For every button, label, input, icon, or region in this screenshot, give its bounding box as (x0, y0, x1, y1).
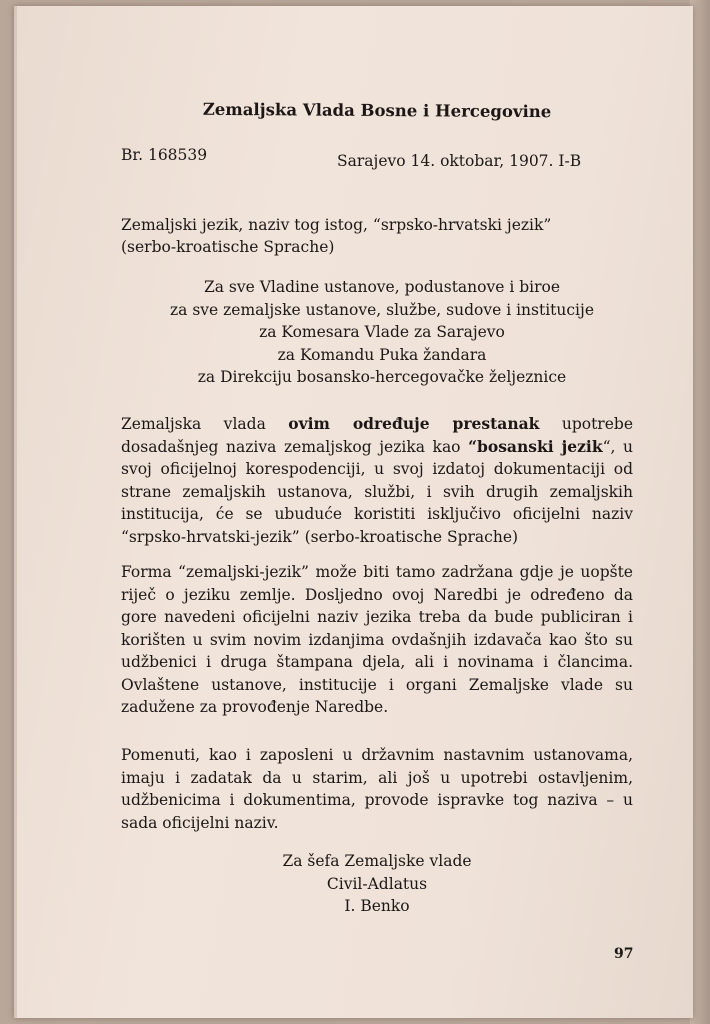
paragraph-decree (121, 413, 633, 548)
signature-line: Za šefa Zemaljske vlade (282, 852, 472, 870)
book-edge (690, 0, 710, 1024)
addressee-item: za Komandu Puka žandara (277, 345, 487, 364)
addressee-item: za Komesara Vlade za Sarajevo (259, 323, 505, 341)
addressee-item: za Direkciju bosansko-hercegovačke željeznice (197, 368, 567, 386)
bold-text: ovim određuje prestanak (288, 414, 540, 433)
signature-name: I. Benko (344, 897, 410, 915)
paragraph-form: Forma “zemaljski-jezik” može biti tamo zadržana gdje je uopšte riječ o jeziku zemlje. Dosljedno ovoj Naredbi je određeno da gore navedeni oficijelni naziv jezika treba da bude publiciran i korišten u svim novim izdanjima ovdašnjih izdavača kao što su udžbenici i druga štampana djela, ali i novinama i člancima. Ovlaštene ustanove, institucije i organi Zemaljske vlade su zadužene za provođenje Naredbe. (121, 563, 633, 716)
subject-line: Zemaljski jezik, naziv tog istog, “srpsko-hrvatski jezik” (121, 216, 552, 234)
page-number: 97 (614, 946, 634, 962)
document-title: Zemaljska Vlada Bosne i Hercegovine (202, 99, 552, 122)
document-page (14, 6, 693, 1018)
paragraph-text: “, u svoj oficijelnoj korespodenciji, u svoj izdatoj dokumentaciji od strane zemaljskih ustanova, službi, i svih drugih zemaljskih institucija, će se ubuduće koristiti isključivo oficijelni naziv “srpsko-hrvatski-jezik” (serbo-kroatische Sprache) (121, 437, 633, 546)
bold-text: “bosanski jezik (468, 436, 603, 456)
paragraph-corrections: Pomenuti, kao i zaposleni u državnim nastavnim ustanovama, imaju i zadatak da u starim, ali još u upotrebi ostavljenim, udžbenicima i dokumentima, provode ispravke tog naziva – u sada oficijelni naziv. (121, 746, 633, 832)
addressee-list (127, 276, 637, 389)
addressee-item: Za sve Vladine ustanove, podustanove i biroe (203, 278, 561, 296)
paragraph-text: upotrebe dosadašnjeg naziva zemaljskog jezika kao (121, 415, 633, 456)
signature-block (247, 850, 507, 918)
subject-block (121, 214, 621, 258)
place-and-date: Sarajevo 14. oktobar, 1907. I-B (337, 152, 582, 170)
signature-line: Civil-Adlatus (326, 874, 428, 893)
reference-number: Br. 168539 (121, 146, 208, 164)
paragraph-text: Zemaljska vlada (121, 415, 289, 433)
addressee-item: za sve zemaljske ustanove, službe, sudove i institucije (170, 300, 594, 319)
subject-line: (serbo-kroatische Sprache) (121, 238, 335, 256)
